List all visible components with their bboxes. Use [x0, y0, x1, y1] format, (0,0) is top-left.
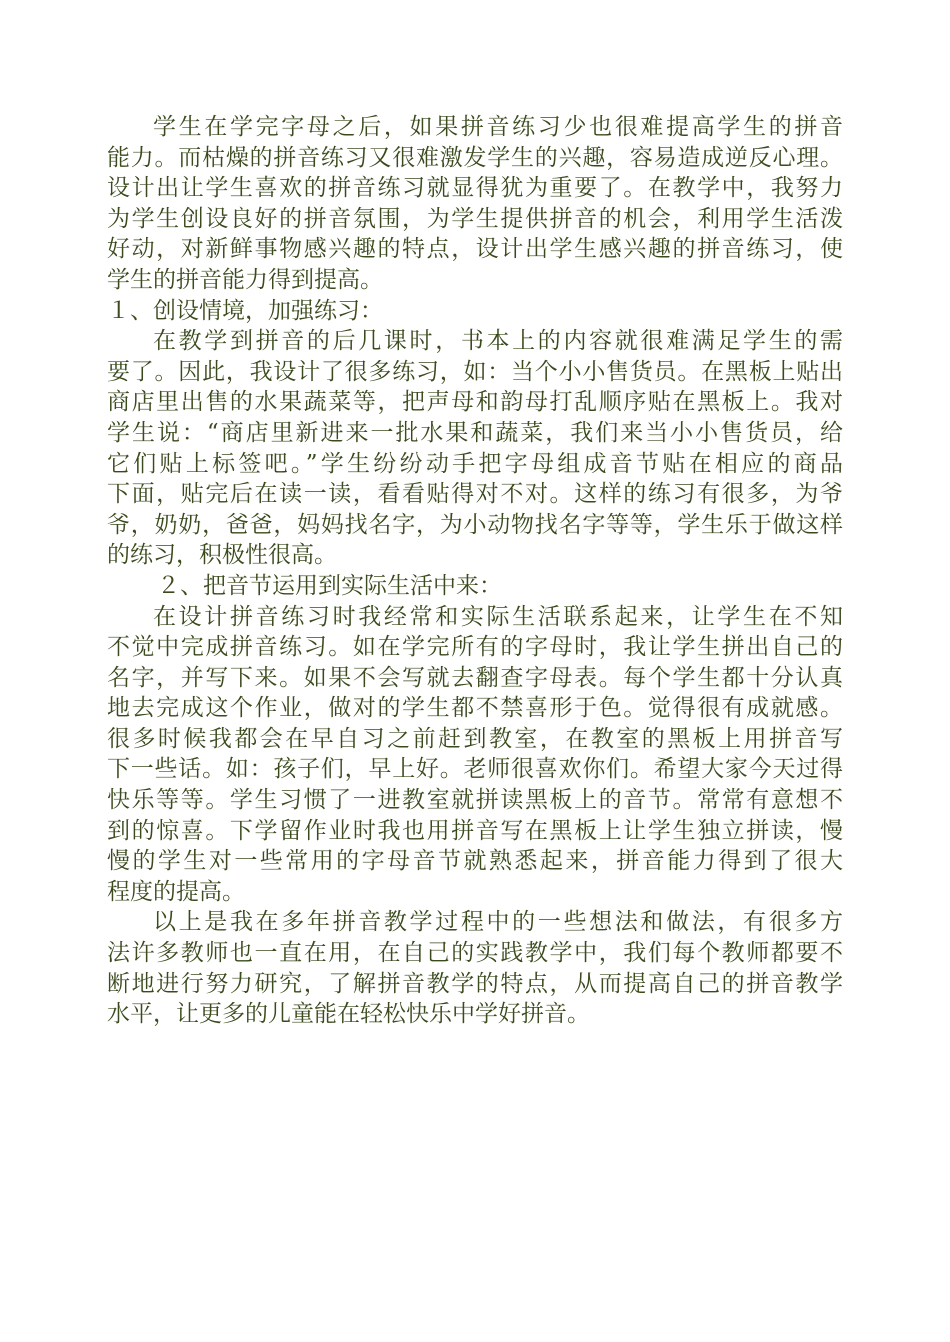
text-line: 设计出让学生喜欢的拼音练习就显得犹为重要了。在教学中，我努力 — [107, 175, 843, 202]
text-line: 学生说：“商店里新进来一批水果和蔬菜，我们来当小小售货员，给 — [107, 419, 843, 446]
section-heading-2 — [107, 571, 843, 602]
text-line: 快乐等等。学生习惯了一进教室就拼读黑板上的音节。常常有意想不 — [107, 787, 843, 814]
text-line: 在设计拼音练习时我经常和实际生活联系起来，让学生在不知 — [153, 603, 843, 630]
text-line: 在教学到拼音的后几课时，书本上的内容就很难满足学生的需 — [153, 328, 843, 355]
text-line: 水平，让更多的儿童能在轻松快乐中学好拼音。 — [107, 1001, 590, 1028]
text-line: 不觉中完成拼音练习。如在学完所有的字母时，我让学生拼出自己的 — [107, 634, 843, 661]
text-line: 断地进行努力研究，了解拼音教学的特点，从而提高自己的拼音教学 — [107, 970, 843, 997]
text-line: 为学生创设良好的拼音氛围，为学生提供拼音的机会，利用学生活泼 — [107, 205, 843, 232]
text-line: 法许多教师也一直在用，在自己的实践教学中，我们每个教师都要不 — [107, 940, 843, 967]
text-line: 学生在学完字母之后，如果拼音练习少也很难提高学生的拼音 — [153, 114, 843, 140]
text-line: 的练习，积极性很高。 — [107, 542, 337, 569]
text-line: 很多时候我都会在早自习之前赶到教室，在教室的黑板上用拼音写 — [107, 725, 843, 752]
text-line: 好动，对新鲜事物感兴趣的特点，设计出学生感兴趣的拼音练习，使 — [107, 236, 843, 263]
text-line: 名字，并写下来。如果不会写就去翻查字母表。每个学生都十分认真 — [107, 664, 843, 691]
text-line: 慢的学生对一些常用的字母音节就熟悉起来，拼音能力得到了很大 — [107, 848, 843, 875]
text-line: 学生的拼音能力得到提高。 — [107, 266, 383, 293]
text-line: 商店里出售的水果蔬菜等，把声母和韵母打乱顺序贴在黑板上。我对 — [107, 389, 843, 416]
paragraph-intro — [107, 112, 843, 296]
paragraph-section-2 — [107, 602, 843, 908]
text-line: 程度的提高。 — [107, 878, 245, 905]
section-heading-1 — [107, 296, 843, 327]
heading-line: ２、把音节运用到实际生活中来： — [157, 572, 502, 599]
paragraph-conclusion — [107, 907, 843, 1029]
text-line: 爷，奶奶，爸爸，妈妈找名字，为小动物找名字等等，学生乐于做这样 — [107, 511, 843, 538]
heading-line: １、创设情境，加强练习： — [107, 297, 383, 324]
text-line: 地去完成这个作业，做对的学生都不禁喜形于色。觉得很有成就感。 — [107, 695, 843, 722]
text-line: 要了。因此，我设计了很多练习，如：当个小小售货员。在黑板上贴出 — [107, 358, 843, 385]
text-line: 到的惊喜。下学留作业时我也用拼音写在黑板上让学生独立拼读，慢 — [107, 817, 843, 844]
text-line: 下一些话。如：孩子们，早上好。老师很喜欢你们。希望大家今天过得 — [107, 756, 843, 783]
text-line: 下面，贴完后在读一读，看看贴得对不对。这样的练习有很多，为爷 — [107, 481, 843, 508]
text-line: 能力。而枯燥的拼音练习又很难激发学生的兴趣，容易造成逆反心理。 — [107, 144, 843, 171]
text-line: 它们贴上标签吧。”学生纷纷动手把字母组成音节贴在相应的商品 — [107, 450, 843, 477]
document-body — [107, 112, 843, 1030]
paragraph-section-1 — [107, 326, 843, 571]
text-line: 以上是我在多年拼音教学过程中的一些想法和做法，有很多方 — [153, 909, 843, 936]
